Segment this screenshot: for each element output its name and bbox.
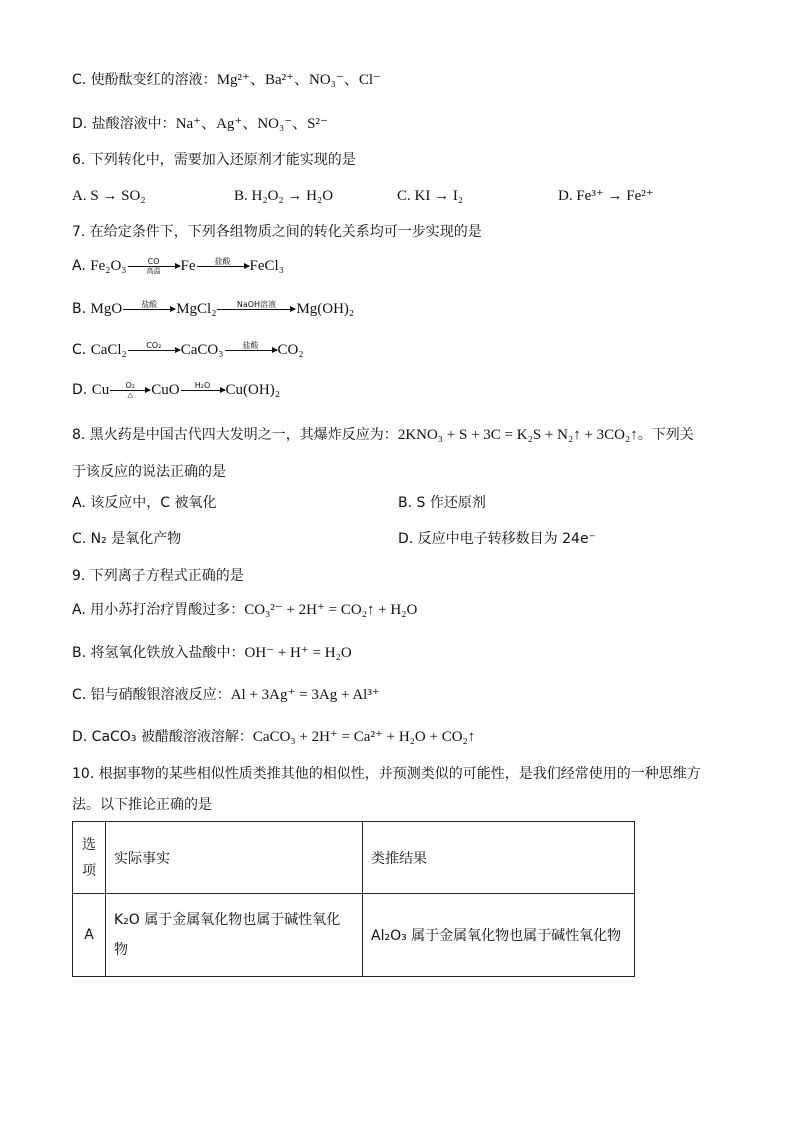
q9-option-d: [72, 727, 475, 747]
q7-a-condition-top-1: CO: [147, 256, 160, 266]
q7-a-condition-bottom-1: 高温: [146, 266, 161, 275]
q7-a-reaction-arrow-2: [197, 258, 249, 275]
q9-stem: 9. 下列离子方程式正确的是: [72, 568, 244, 584]
q10-header-analogy: 类推结果: [363, 822, 635, 894]
q9-option-a: [72, 600, 417, 620]
q7-option-b-label: B.: [72, 301, 87, 317]
q5-option-c-ions: Mg²⁺、Ba²⁺、NO₃⁻、Cl⁻: [216, 72, 381, 88]
q7-d-condition-top-1: O₂: [125, 380, 135, 390]
q6-option-c: C. KI → I₂: [397, 188, 464, 204]
q5-option-c: [72, 70, 381, 90]
q10-header-fact: 实际事实: [106, 822, 363, 894]
q8-option-b: B. S 作还原剂: [398, 495, 486, 511]
q9-option-c: [72, 685, 380, 705]
q6-option-d: D. Fe³⁺ → Fe²⁺: [558, 188, 654, 204]
q5-option-d-ions: Na⁺、Ag⁺、NO₃⁻、S²⁻: [175, 116, 328, 132]
q7-option-a: [72, 256, 284, 276]
q7-b-condition-top-2: NaOH溶液: [236, 299, 277, 309]
q10-row-a-fact: K₂O 属于金属氧化物也属于碱性氧化物: [106, 894, 363, 977]
q7-c-condition-top-2: 盐酸: [242, 340, 259, 350]
q7-option-c: [72, 340, 304, 360]
q7-option-a-label: A.: [72, 258, 86, 274]
q7-c-substance-1: CaCl₂: [90, 342, 127, 358]
q7-b-reaction-arrow-1: [123, 301, 175, 318]
q9-option-d-equation: CaCO₃ + 2H⁺ = Ca²⁺ + H₂O + CO₂↑: [252, 729, 476, 745]
q7-stem: 7. 在给定条件下，下列各组物质之间的转化关系均可一步实现的是: [72, 224, 482, 240]
q7-d-reaction-arrow-2: [181, 382, 225, 399]
q7-b-condition-top-1: 盐酸: [141, 299, 158, 309]
q8-stem-line-1: [72, 425, 694, 445]
q9-option-d-text: D. CaCO₃ 被醋酸溶液溶解：: [72, 729, 253, 745]
q7-a-condition-top-2: 盐酸: [214, 256, 231, 266]
q8-stem-tail: 。下列关: [637, 427, 694, 443]
q7-a-reaction-arrow-1: [128, 258, 180, 275]
q7-d-substance-2: CuO: [151, 382, 180, 398]
q7-b-substance-2: MgCl₂: [176, 301, 217, 317]
q10-table: [72, 821, 635, 977]
q9-option-b-equation: OH⁻ + H⁺ = H₂O: [244, 645, 352, 661]
q7-c-reaction-arrow-2: [225, 342, 277, 359]
q8-option-a: A. 该反应中，C 被氧化: [72, 495, 217, 511]
q8-stem-text: 8. 黑火药是中国古代四大发明之一，其爆炸反应为：: [72, 427, 398, 443]
q7-d-substance-1: Cu: [91, 382, 110, 398]
q10-table-row-a: [73, 894, 635, 977]
q9-option-a-text: A. 用小苏打治疗胃酸过多：: [72, 602, 245, 618]
q9-option-b: [72, 643, 352, 663]
q7-b-substance-1: MgO: [90, 301, 123, 317]
q10-table-header-row: [73, 822, 635, 894]
q10-row-a-option: A: [73, 894, 106, 977]
q7-c-substance-2: CaCO₃: [180, 342, 224, 358]
q10-stem-line-1: 10. 根据事物的某些相似性质类推其他的相似性，并预测类似的可能性，是我们经常使用的一种思维方: [72, 766, 701, 782]
q9-option-c-text: C. 铝与硝酸银溶液反应：: [72, 687, 231, 703]
q9-option-c-equation: Al + 3Ag⁺ = 3Ag + Al³⁺: [230, 687, 380, 703]
q7-b-substance-3: Mg(OH)₂: [296, 301, 355, 317]
q7-b-reaction-arrow-2: [217, 301, 295, 318]
q7-a-substance-3: FeCl₃: [249, 258, 284, 274]
q7-c-condition-top-1: CO₂: [146, 340, 162, 350]
q7-a-substance-2: Fe: [180, 258, 196, 274]
q9-option-b-text: B. 将氢氧化铁放入盐酸中：: [72, 645, 245, 661]
q7-d-condition-top-2: H₂O: [194, 380, 211, 390]
q10-header-option: [73, 822, 106, 894]
q7-option-d: [72, 380, 280, 400]
q7-d-substance-3: Cu(OH)₂: [225, 382, 280, 398]
q10-stem-line-2: 法。以下推论正确的是: [72, 797, 212, 813]
q7-option-d-label: D.: [72, 382, 88, 398]
q7-c-substance-3: CO₂: [277, 342, 304, 358]
q7-option-c-label: C.: [72, 342, 87, 358]
q6-option-a: A. S → SO₂: [72, 188, 146, 204]
q6-option-b: B. H₂O₂ → H₂O: [234, 188, 334, 204]
q5-option-c-text: C. 使酚酞变红的溶液：: [72, 72, 217, 88]
q10-row-a-analogy: Al₂O₃ 属于金属氧化物也属于碱性氧化物: [363, 894, 635, 977]
q7-d-reaction-arrow-1: [110, 382, 150, 399]
q7-a-substance-1: Fe₂O₃: [90, 258, 127, 274]
q7-c-reaction-arrow-1: [128, 342, 180, 359]
q8-equation: 2KNO₃ + S + 3C = K₂S + N₂↑ + 3CO₂↑: [397, 427, 638, 443]
q9-option-a-equation: CO₃²⁻ + 2H⁺ = CO₂↑ + H₂O: [244, 602, 418, 618]
q7-d-condition-bottom-1: △: [127, 390, 133, 399]
q8-option-d: D. 反应中电子转移数目为 24e⁻: [398, 531, 596, 547]
q7-option-b: [72, 299, 354, 319]
q5-option-d: [72, 114, 328, 134]
q8-option-c: C. N₂ 是氧化产物: [72, 531, 182, 547]
q6-stem: 6. 下列转化中，需要加入还原剂才能实现的是: [72, 152, 356, 168]
q10-header-option-text: 选项: [82, 836, 96, 879]
q5-option-d-text: D. 盐酸溶液中：: [72, 116, 176, 132]
q8-stem-line-2: 于该反应的说法正确的是: [72, 464, 226, 480]
